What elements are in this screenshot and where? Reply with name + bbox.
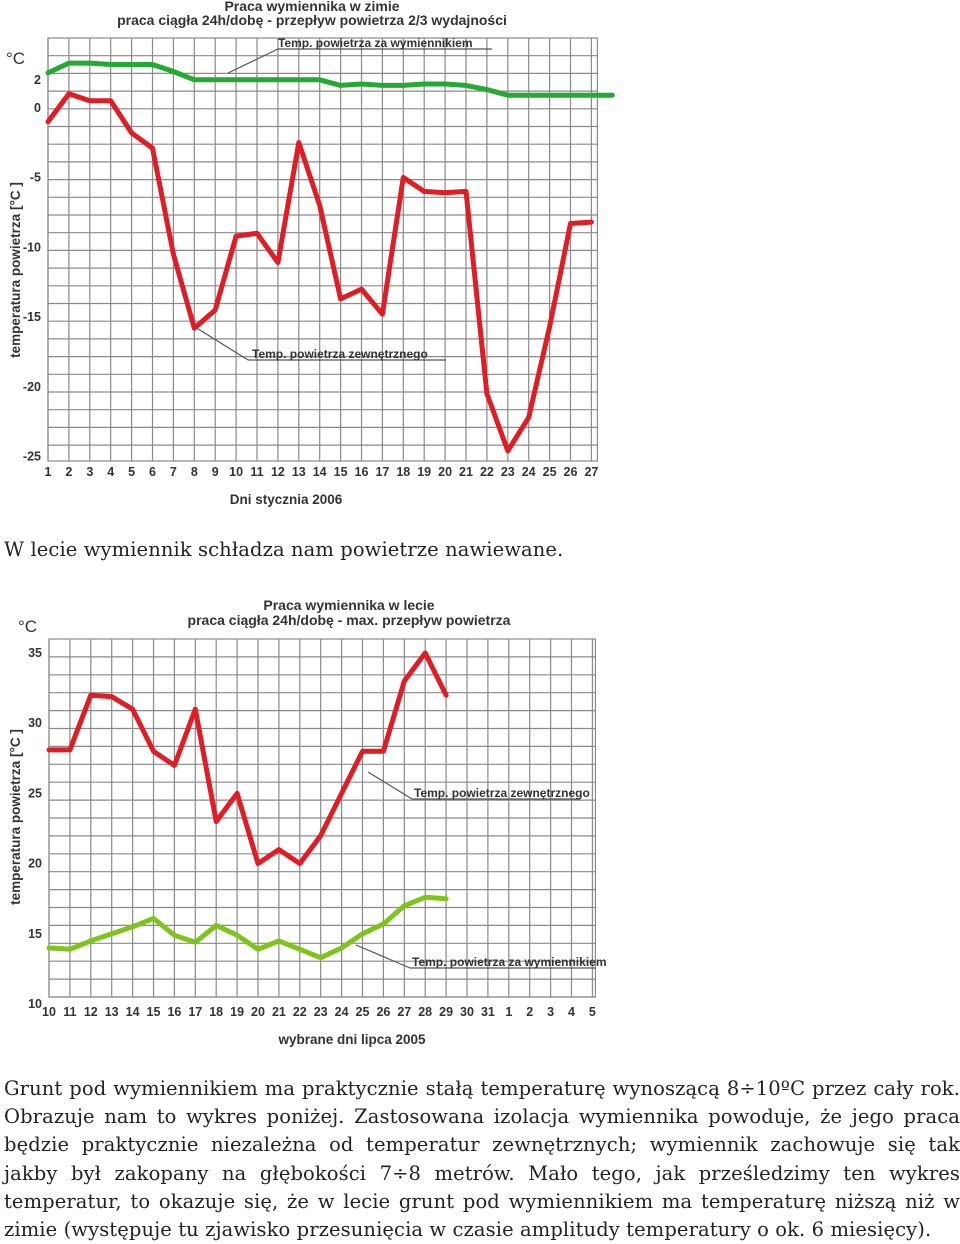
- winter-chart-subtitle: praca ciągła 24h/dobę - przepływ powietrza 2/3 wydajności: [117, 12, 507, 28]
- w-x-tick-label: 27: [584, 465, 599, 479]
- w-x-tick-label: 12: [270, 465, 285, 479]
- s-series-1-point: [339, 946, 343, 950]
- s-series-0-point: [130, 707, 134, 711]
- w-x-tick-label: 14: [312, 465, 327, 479]
- s-x-tick-label: 14: [125, 1005, 140, 1019]
- w-x-tick-label: 24: [521, 465, 536, 479]
- s-x-tick-label: 10: [42, 1005, 56, 1019]
- w-x-tick-label: 18: [396, 465, 411, 479]
- w-series-1-point: [443, 191, 447, 195]
- s-y-tick-label: 10: [28, 997, 42, 1012]
- summer-unit-label: °C: [18, 617, 38, 636]
- summer-annotation-outdoor-text: Temp. powietrza zewnętrznego: [414, 786, 590, 800]
- w-series-0-point: [506, 93, 510, 97]
- w-x-tick-label: 26: [563, 465, 578, 479]
- w-series-1-point: [109, 99, 113, 103]
- winter-x-ticks: [45, 465, 599, 479]
- s-series-1-point: [298, 947, 302, 951]
- w-series-1-point: [67, 92, 71, 96]
- w-series-1-point: [547, 325, 551, 329]
- s-series-0-point: [68, 748, 72, 752]
- w-series-0-point: [255, 78, 259, 82]
- summer-y-ticks: [28, 646, 42, 1011]
- winter-unit-label: °C: [6, 49, 26, 68]
- s-x-tick-label: 1: [505, 1005, 513, 1019]
- w-y-tick-label: 2: [34, 72, 41, 87]
- s-x-tick-label: 18: [209, 1005, 224, 1019]
- s-series-0-point: [235, 791, 239, 795]
- w-x-tick-label: 22: [479, 465, 494, 479]
- s-series-line-1: [49, 897, 446, 957]
- w-series-1-point: [213, 308, 217, 312]
- s-x-tick-label: 2: [526, 1005, 534, 1019]
- w-series-1-point: [464, 189, 468, 193]
- w-series-1-point: [527, 415, 531, 419]
- s-x-tick-label: 31: [480, 1005, 495, 1019]
- s-series-0-point: [89, 693, 93, 697]
- w-x-tick-label: 2: [65, 465, 73, 479]
- summer-chart: [0, 592, 960, 1052]
- s-x-tick-label: 4: [568, 1005, 575, 1019]
- w-series-0-point: [359, 82, 363, 86]
- winter-annotation-heat-exchanger-text: Temp. powietrza za wymiennikiem: [278, 36, 473, 50]
- s-series-1-point: [235, 933, 239, 937]
- s-series-0-point: [298, 861, 302, 865]
- s-series-0-point: [402, 679, 406, 683]
- w-series-1-point: [88, 99, 92, 103]
- w-series-0-point: [610, 93, 614, 97]
- w-series-0-point: [46, 71, 50, 75]
- w-series-1-point: [255, 231, 259, 235]
- w-y-tick-label: -25: [22, 449, 41, 464]
- w-series-0-point: [109, 62, 113, 66]
- s-y-tick-label: 20: [28, 856, 42, 871]
- s-series-1-point: [423, 895, 427, 899]
- w-series-1-point: [380, 312, 384, 316]
- s-series-0-point: [193, 707, 197, 711]
- summer-chart-title: Praca wymiennika w lecie: [263, 597, 435, 613]
- s-series-1-point: [193, 940, 197, 944]
- summer-grid: [49, 639, 595, 997]
- w-series-1-point: [568, 221, 572, 225]
- w-series-0-point: [338, 83, 342, 87]
- winter-y-ticks: [23, 73, 41, 464]
- w-x-tick-label: 21: [459, 465, 473, 479]
- w-y-tick-label: -10: [22, 240, 41, 255]
- s-y-tick-label: 30: [28, 716, 42, 731]
- w-series-1-point: [46, 120, 50, 124]
- s-series-0-point: [110, 694, 114, 698]
- w-series-1-point: [422, 189, 426, 193]
- w-series-0-point: [422, 82, 426, 86]
- w-series-0-point: [67, 61, 71, 65]
- w-series-1-point: [129, 131, 133, 135]
- w-series-0-point: [527, 93, 531, 97]
- w-x-tick-label: 11: [250, 465, 264, 479]
- w-series-0-point: [213, 78, 217, 82]
- s-x-tick-label: 22: [292, 1005, 307, 1019]
- s-series-line-0: [49, 653, 446, 864]
- s-series-1-point: [47, 946, 51, 950]
- w-series-0-point: [150, 62, 154, 66]
- w-y-tick-label: -20: [22, 379, 41, 394]
- winter-x-axis-label: Dni stycznia 2006: [229, 492, 343, 507]
- s-x-tick-label: 19: [230, 1005, 245, 1019]
- w-series-1-point: [506, 449, 510, 453]
- w-x-tick-label: 23: [500, 465, 515, 479]
- summer-x-ticks: [42, 1005, 596, 1019]
- s-series-1-point: [256, 947, 260, 951]
- w-x-tick-label: 13: [291, 465, 306, 479]
- summer-chart-subtitle: praca ciągła 24h/dobę - max. przepływ powietrza: [187, 612, 511, 628]
- s-x-tick-label: 25: [355, 1005, 370, 1019]
- summer-series: [47, 651, 449, 960]
- w-x-tick-label: 25: [542, 465, 557, 479]
- s-series-0-point: [423, 651, 427, 655]
- w-x-tick-label: 10: [229, 465, 244, 479]
- winter-y-axis-label: temperatura powietrza [°C ]: [8, 182, 23, 358]
- s-x-tick-label: 12: [83, 1005, 98, 1019]
- w-series-0-point: [88, 61, 92, 65]
- s-series-0-point: [381, 749, 385, 753]
- w-series-1-point: [338, 297, 342, 301]
- w-series-0-point: [297, 78, 301, 82]
- w-series-1-point: [276, 260, 280, 264]
- w-series-0-point: [234, 78, 238, 82]
- w-x-tick-label: 4: [107, 465, 115, 479]
- w-series-1-point: [359, 287, 363, 291]
- s-y-tick-label: 25: [28, 786, 42, 801]
- w-series-0-point: [547, 93, 551, 97]
- s-x-tick-label: 15: [146, 1005, 161, 1019]
- s-series-0-point: [444, 693, 448, 697]
- s-x-tick-label: 21: [271, 1005, 286, 1019]
- s-series-0-point: [360, 749, 364, 753]
- w-plot-frame: [48, 38, 597, 461]
- s-x-tick-label: 27: [397, 1005, 412, 1019]
- summer-annotation-heat-exchanger: [356, 945, 607, 969]
- w-series-1-point: [589, 220, 593, 224]
- s-series-1-point: [130, 925, 134, 929]
- w-series-0-point: [568, 93, 572, 97]
- w-series-1-point: [318, 203, 322, 207]
- s-x-tick-label: 16: [167, 1005, 182, 1019]
- s-x-tick-label: 11: [63, 1005, 77, 1019]
- s-series-0-point: [319, 833, 323, 837]
- w-series-0-point: [589, 93, 593, 97]
- s-series-1-point: [68, 947, 72, 951]
- s-series-1-point: [110, 932, 114, 936]
- s-x-tick-label: 13: [104, 1005, 119, 1019]
- w-series-0-point: [192, 78, 196, 82]
- summer-intro-text: W lecie wymiennik schładza nam powietrze nawiewane.: [4, 538, 564, 561]
- w-series-0-point: [443, 82, 447, 86]
- w-y-tick-label: -15: [22, 310, 41, 324]
- s-series-1-point: [402, 904, 406, 908]
- s-series-1-point: [319, 956, 323, 960]
- s-y-tick-label: 35: [28, 646, 42, 661]
- w-x-tick-label: 17: [375, 465, 390, 479]
- s-series-1-point: [444, 897, 448, 901]
- s-x-tick-label: 17: [188, 1005, 203, 1019]
- w-x-tick-label: 3: [86, 465, 94, 479]
- w-x-tick-label: 7: [169, 465, 177, 479]
- w-series-0-point: [318, 78, 322, 82]
- s-y-tick-label: 15: [28, 926, 42, 941]
- w-y-tick-label: 0: [34, 100, 41, 115]
- w-series-1-point: [150, 146, 154, 150]
- s-x-tick-label: 20: [251, 1005, 265, 1019]
- w-x-tick-label: 16: [354, 465, 369, 479]
- winter-annotation-heat-exchanger: [228, 36, 492, 73]
- w-series-1-point: [171, 252, 175, 256]
- w-x-tick-label: 5: [128, 465, 136, 479]
- winter-chart: [0, 0, 960, 520]
- s-x-tick-label: 29: [439, 1005, 454, 1019]
- s-series-1-point: [214, 923, 218, 927]
- w-series-0-point: [380, 83, 384, 87]
- w-series-0-point: [276, 78, 280, 82]
- s-series-0-point: [277, 847, 281, 851]
- s-x-tick-label: 3: [547, 1005, 555, 1019]
- w-series-1-point: [485, 392, 489, 396]
- s-series-1-point: [172, 933, 176, 937]
- w-x-tick-label: 8: [190, 465, 198, 479]
- s-series-0-point: [172, 763, 176, 767]
- s-series-0-point: [214, 819, 218, 823]
- s-series-0-point: [47, 748, 51, 752]
- w-series-0-point: [129, 62, 133, 66]
- summer-y-axis-label: temperatura powietrza [°C ]: [8, 729, 23, 905]
- w-y-tick-label: -5: [29, 170, 41, 185]
- w-x-tick-label: 1: [44, 465, 52, 479]
- w-series-0-point: [485, 87, 489, 91]
- winter-annotation-outdoor-text: Temp. powietrza zewnętrznego: [252, 347, 428, 361]
- s-series-0-point: [151, 749, 155, 753]
- w-x-tick-label: 9: [211, 465, 219, 479]
- w-series-line-0: [48, 63, 612, 95]
- w-series-0-point: [464, 83, 468, 87]
- s-series-1-point: [381, 922, 385, 926]
- w-series-1-point: [297, 140, 301, 144]
- winter-annotation-outdoor: [195, 327, 446, 361]
- w-x-tick-label: 19: [417, 465, 432, 479]
- w-series-1-point: [234, 234, 238, 238]
- s-x-tick-label: 28: [418, 1005, 433, 1019]
- winter-grid: [48, 38, 597, 461]
- w-series-0-point: [171, 69, 175, 73]
- w-series-1-point: [401, 175, 405, 179]
- summer-annotation-heat-exchanger-text: Temp. powietrza za wymiennikiem: [412, 955, 607, 969]
- s-x-tick-label: 5: [588, 1005, 596, 1019]
- winter-chart-title: Praca wymiennika w zimie: [224, 0, 400, 14]
- w-series-0-point: [401, 83, 405, 87]
- s-x-tick-label: 23: [313, 1005, 328, 1019]
- s-series-1-point: [89, 939, 93, 943]
- s-x-tick-label: 24: [334, 1005, 349, 1019]
- s-x-tick-label: 26: [376, 1005, 391, 1019]
- s-series-0-point: [339, 791, 343, 795]
- ground-temperature-text: Grunt pod wymiennikiem ma praktycznie stałą temperaturę wynoszącą 8÷10ºC przez cały rok. Obrazuje nam to wykres poniżej. Zastosowana izolacja wymiennika powoduje, że jego praca będzie praktycznie niezależna od temperatur zewnętrznych; wymiennik zachowuje się tak jakby był zakopany na głębokości 7÷8 metrów. Mało tego, jak prześledzimy ten wykres temperatur, to okazuje się, że w lecie grunt pod wymiennikiem ma temperaturę niższą niż w zimie (występuje tu zjawisko przesunięcia w czasie amplitudy temperatury o ok. 6 miesięcy).: [4, 1077, 960, 1242]
- s-series-1-point: [360, 932, 364, 936]
- s-x-tick-label: 30: [460, 1005, 474, 1019]
- w-x-tick-label: 20: [438, 465, 453, 479]
- s-series-0-point: [256, 861, 260, 865]
- summer-x-axis-label: wybrane dni lipca 2005: [278, 1032, 426, 1047]
- w-x-tick-label: 6: [149, 465, 156, 479]
- w-x-tick-label: 15: [333, 465, 348, 479]
- s-series-1-point: [151, 916, 155, 920]
- s-series-1-point: [277, 939, 281, 943]
- summer-annotation-outdoor: [368, 772, 590, 800]
